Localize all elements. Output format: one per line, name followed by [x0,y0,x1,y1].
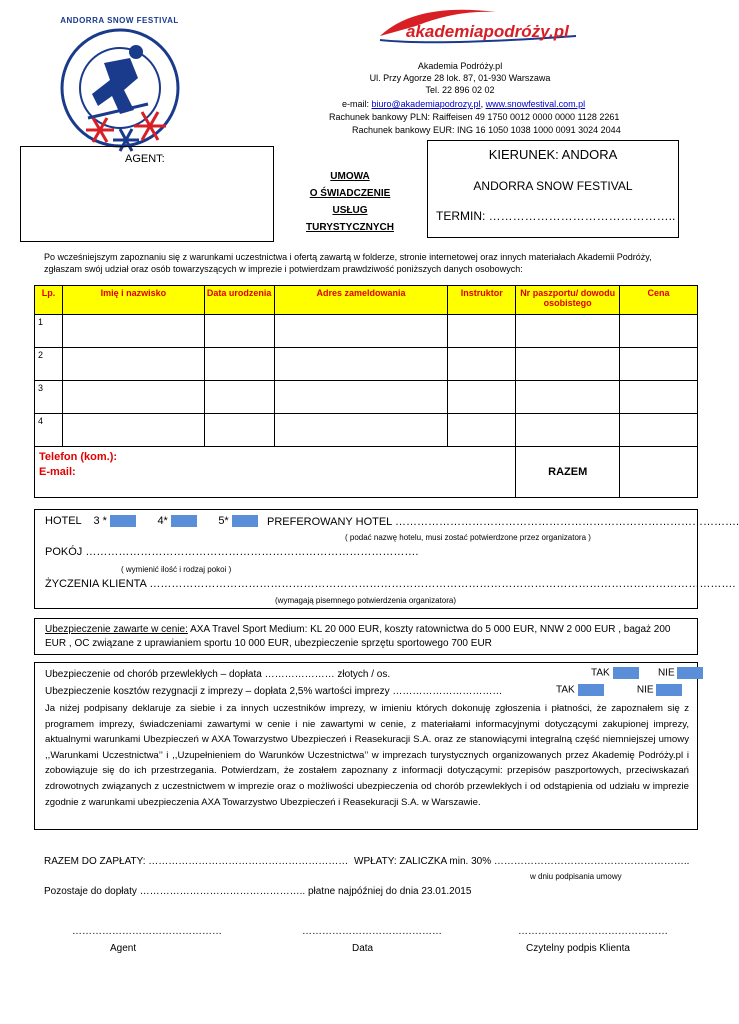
star3-checkbox[interactable] [110,515,136,527]
chronic-choice: TAK NIE [591,667,703,679]
festival-logo-text: ANDORRA SNOW FESTIVAL [60,16,179,25]
intro-text: Po wcześniejszym zapoznaniu się z warunkami uczestnictwa i ofertą zawartą w folderze, stronie internetowej oraz innych materiałach Akademii Podróży, zgłaszam swój udział oraz osób towarzyszących w imprezie i potwierdzam prawdziwość poniższych danych osobowych: [44,252,652,274]
cancel-insurance: Ubezpieczenie kosztów rezygnacji z imprezy – dopłata 2,5% wartości imprezy …………………………… [45,686,503,697]
website-link[interactable]: www.snowfestival.com.pl [485,99,586,109]
agent-signature-label: Agent [110,943,137,954]
insurance-text: Ubezpieczenie zawarte w cenie: AXA Travel Sport Medium: KL 20 000 EUR, koszty ratownictwa do 5 000 EUR, NNW 2 000 EUR , bagaż 200 EUR , OC związane z uprawianiem sportu 10 000 EUR, ubezpieczenie sprzętu sportowego 700 EUR [45,624,671,649]
table-row: 4 [35,414,698,447]
client-signature-line[interactable]: ……………………………………… [518,926,668,937]
wishes-note: (wymagają pisemnego potwierdzenia organizatora) [275,596,456,605]
brand-logo [376,6,586,52]
company-phone: Tel. 22 896 02 02 [425,85,495,95]
col-birth: Data urodzenia [204,286,274,315]
destination-box [427,140,679,238]
hotel-box [34,509,739,609]
wishes-field[interactable]: ŻYCZENIA KLIENTA ……………………………………………………………………………………………………………………………………………. [45,578,736,590]
col-address: Adres zameldowania [274,286,448,315]
preferred-hotel-note: ( podać nazwę hotelu, musi zostać potwierdzone przez organizatora ) [345,533,591,542]
agent-label: AGENT: [125,153,165,165]
hotel-stars-row: HOTEL 3 * 4* 5* [45,515,258,527]
event-name: ANDORRA SNOW FESTIVAL [473,179,633,193]
cancel-no-checkbox[interactable] [656,684,682,696]
total-cell[interactable] [620,447,698,498]
insurance-box [34,618,698,655]
preferred-hotel-field[interactable]: PREFEROWANY HOTEL …………………………………………………………………………………. [267,516,739,528]
agent-signature-line[interactable]: ……………………………………… [72,926,222,937]
table-row: 2 [35,348,698,381]
client-signature-label: Czytelny podpis Klienta [526,943,630,954]
chronic-yes-checkbox[interactable] [613,667,639,679]
termin-field[interactable]: TERMIN: ……………………………………….. [436,209,676,223]
brand-logo-text: akademiapodróży.pl [406,22,569,41]
room-note: ( wymienić ilość i rodzaj pokoi ) [121,565,232,574]
festival-logo [52,18,187,160]
date-signature-label: Data [352,943,374,954]
col-name: Imię i nazwisko [62,286,204,315]
table-header [35,286,698,315]
deposit-note: w dniu podpisania umowy [530,872,622,881]
deposit-field[interactable]: WPŁATY: ZALICZKA min. 30% ………………………………………………….. [354,856,690,867]
chronic-no-checkbox[interactable] [677,667,703,679]
bank-pln: Rachunek bankowy PLN: Raiffeisen 49 1750 0012 0000 0000 1128 2261 [329,112,620,122]
cancel-choice: TAK NIE [556,684,682,696]
declaration-text: Ja niżej podpisany deklaruje za siebie i za innych uczestników imprezy, w imieniu których dokonuję zgłoszenia i płatności, że zapoznałem się z programem imprezy, świadczeniami zawartymi w cenie i nie zawartymi w cenie, z materiałami informacyjnymi dotyczącymi zakupionej imprezy, aktualnymi warunkami Ubezpieczeń w AXA Towarzystwo Ubezpieczeń i Reasekuracji S.A. oraz ze stanowiącymi integralną część niemniejszej umowy ,,Warunkami Uczestnictwa’’ i ,,Uzupełnieniem do Warunków Uczestnictwa’’ w imprezach turystycznych organizowanych przez Akademię Podróży.pl i zobowiązuje się do ich przestrzegania. Potwierdzam, że zostałem zapoznany z informacji dotyczącymi: przepisów paszportowych, przeciwskazań zdrowotnych związanych z uczestnictwem w imprezie oraz o możliwości ubezpieczenia od chorób przewlekłych i od odstąpienia od udziału w imprezie zgodnie z warunkami ubezpieczenia AXA Towarzystwo Ubezpieczeń i Reasekuracji S.A. w Warszawie. [45,703,689,808]
hotel-label: HOTEL [45,515,82,527]
destination-label: KIERUNEK: ANDORA [488,147,618,162]
room-field[interactable]: POKÓJ ………………………………………………………………………………. [45,546,419,558]
col-lp: Lp. [35,286,63,315]
star5-checkbox[interactable] [232,515,258,527]
table-row: 1 [35,315,698,348]
date-signature-line[interactable]: …………………………………… [302,926,442,937]
agent-box[interactable] [20,146,274,242]
table-row: 3 [35,381,698,414]
star4-checkbox[interactable] [171,515,197,527]
email-link[interactable]: biuro@akademiapodrozy.pl [371,99,481,109]
terms-box [34,662,698,830]
cancel-yes-checkbox[interactable] [578,684,604,696]
phone-label[interactable]: Telefon (kom.): [39,451,118,463]
contact-line: e-mail: biuro@akademiapodrozy.pl, www.snowfestival.com.pl [342,99,586,109]
col-passport: Nr paszportu/ dowodu osobistego [516,286,620,315]
col-price: Cena [620,286,698,315]
total-payment-field[interactable]: RAZEM DO ZAPŁATY: …………………………………………………… [44,856,349,867]
contract-title: UMOWA O ŚWIADCZENIE USŁUG TURYSTYCZNYCH [306,171,394,233]
col-instructor: Instruktor [448,286,516,315]
company-address: Ul. Przy Agorze 28 lok. 87, 01-930 Warszawa [369,73,551,83]
company-name: Akademia Podróży.pl [417,61,503,71]
chronic-insurance: Ubezpieczenie od chorób przewlekłych – dopłata ………………… złotych / os. [45,669,391,680]
bank-eur: Rachunek bankowy EUR: ING 16 1050 1038 1000 0091 3024 2044 [352,125,621,135]
participants-table [34,285,698,498]
remaining-payment[interactable]: Pozostaje do dopłaty ………………………………………….. płatne najpóźniej do dnia 23.01.2015 [44,886,472,897]
total-label: RAZEM [548,466,588,478]
email-label[interactable]: E-mail: [39,466,76,478]
contact-row [35,447,698,498]
